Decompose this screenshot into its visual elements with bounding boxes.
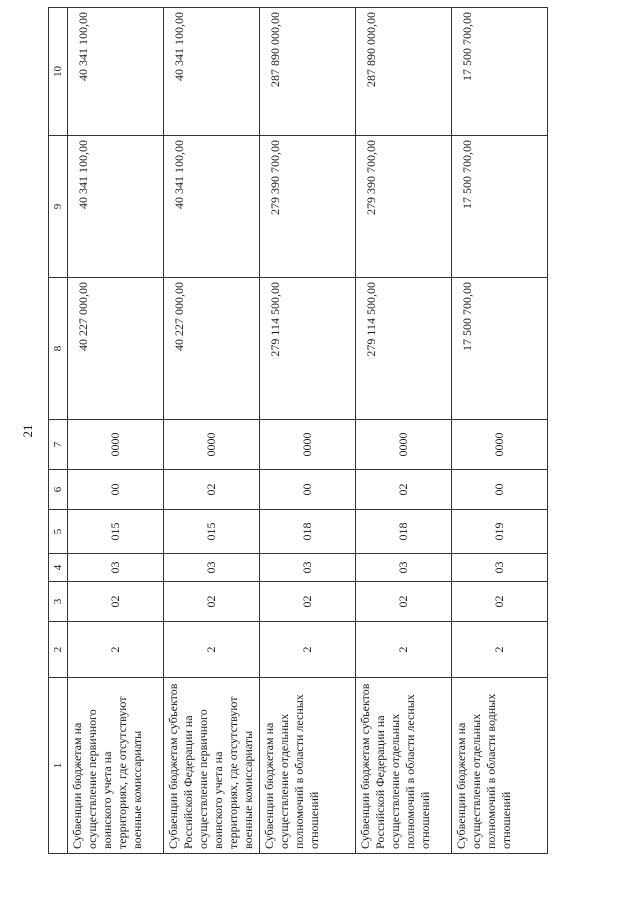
code-col-4: 03 (260, 554, 356, 582)
column-header-1: 1 (49, 678, 68, 854)
row-name: Субвенции бюджетам на осуществление первичного воинского учета на территориях, где отсутствуют военные комиссариаты (68, 678, 164, 854)
column-header-7: 7 (49, 420, 68, 470)
code-col-7: 0000 (356, 420, 452, 470)
column-header-6: 6 (49, 470, 68, 510)
code-col-5: 018 (260, 510, 356, 554)
table-row (164, 8, 260, 854)
code-col-2: 2 (164, 622, 260, 678)
table-row (68, 8, 164, 854)
code-col-3: 02 (452, 582, 548, 622)
amount-col-8: 17 500 700,00 (452, 278, 548, 420)
amount-col-9: 40 341 100,00 (68, 136, 164, 278)
row-name: Субвенции бюджетам на осуществление отдельных полномочий в области водных отношений (452, 678, 548, 854)
amount-col-10: 17 500 700,00 (452, 8, 548, 136)
code-col-4: 03 (452, 554, 548, 582)
budget-table (48, 7, 548, 854)
code-col-4: 03 (164, 554, 260, 582)
rotated-table-container (48, 8, 548, 854)
amount-col-8: 279 114 500,00 (356, 278, 452, 420)
code-col-3: 02 (68, 582, 164, 622)
code-col-6: 00 (452, 470, 548, 510)
amount-col-8: 279 114 500,00 (260, 278, 356, 420)
code-col-5: 019 (452, 510, 548, 554)
landscape-table-wrapper (48, 8, 548, 854)
code-col-2: 2 (260, 622, 356, 678)
table-row (356, 8, 452, 854)
amount-col-8: 40 227 000,00 (68, 278, 164, 420)
amount-col-8: 40 227 000,00 (164, 278, 260, 420)
amount-col-10: 287 890 000,00 (356, 8, 452, 136)
column-header-5: 5 (49, 510, 68, 554)
code-col-3: 02 (164, 582, 260, 622)
column-header-3: 3 (49, 582, 68, 622)
table-row (452, 8, 548, 854)
code-col-2: 2 (452, 622, 548, 678)
column-header-4: 4 (49, 554, 68, 582)
column-header-10: 10 (49, 8, 68, 136)
code-col-6: 00 (68, 470, 164, 510)
amount-col-10: 287 890 000,00 (260, 8, 356, 136)
table-row (260, 8, 356, 854)
code-col-2: 2 (356, 622, 452, 678)
row-name: Субвенции бюджетам субъектов Российской Федерации на осуществление отдельных полномочий в области лесных отношений (356, 678, 452, 854)
code-col-2: 2 (68, 622, 164, 678)
amount-col-9: 279 390 700,00 (356, 136, 452, 278)
code-col-7: 0000 (68, 420, 164, 470)
code-col-5: 015 (164, 510, 260, 554)
amount-col-10: 40 341 100,00 (68, 8, 164, 136)
page-number: 21 (20, 424, 35, 438)
code-col-5: 015 (68, 510, 164, 554)
code-col-4: 03 (356, 554, 452, 582)
row-name: Субвенции бюджетам на осуществление отдельных полномочий в области лесных отношений (260, 678, 356, 854)
column-header-2: 2 (49, 622, 68, 678)
row-name: Субвенции бюджетам субъектов Российской Федерации на осуществление первичного воинского учета на территориях, где отсутствуют военные комиссариаты (164, 678, 260, 854)
code-col-6: 02 (164, 470, 260, 510)
amount-col-9: 279 390 700,00 (260, 136, 356, 278)
amount-col-10: 40 341 100,00 (164, 8, 260, 136)
code-col-7: 0000 (164, 420, 260, 470)
code-col-7: 0000 (452, 420, 548, 470)
code-col-6: 00 (260, 470, 356, 510)
code-col-5: 018 (356, 510, 452, 554)
code-col-3: 02 (260, 582, 356, 622)
amount-col-9: 17 500 700,00 (452, 136, 548, 278)
column-header-8: 8 (49, 278, 68, 420)
column-header-9: 9 (49, 136, 68, 278)
code-col-4: 03 (68, 554, 164, 582)
amount-col-9: 40 341 100,00 (164, 136, 260, 278)
code-col-3: 02 (356, 582, 452, 622)
header-row (49, 8, 68, 854)
code-col-7: 0000 (260, 420, 356, 470)
table-body (68, 8, 548, 854)
code-col-6: 02 (356, 470, 452, 510)
